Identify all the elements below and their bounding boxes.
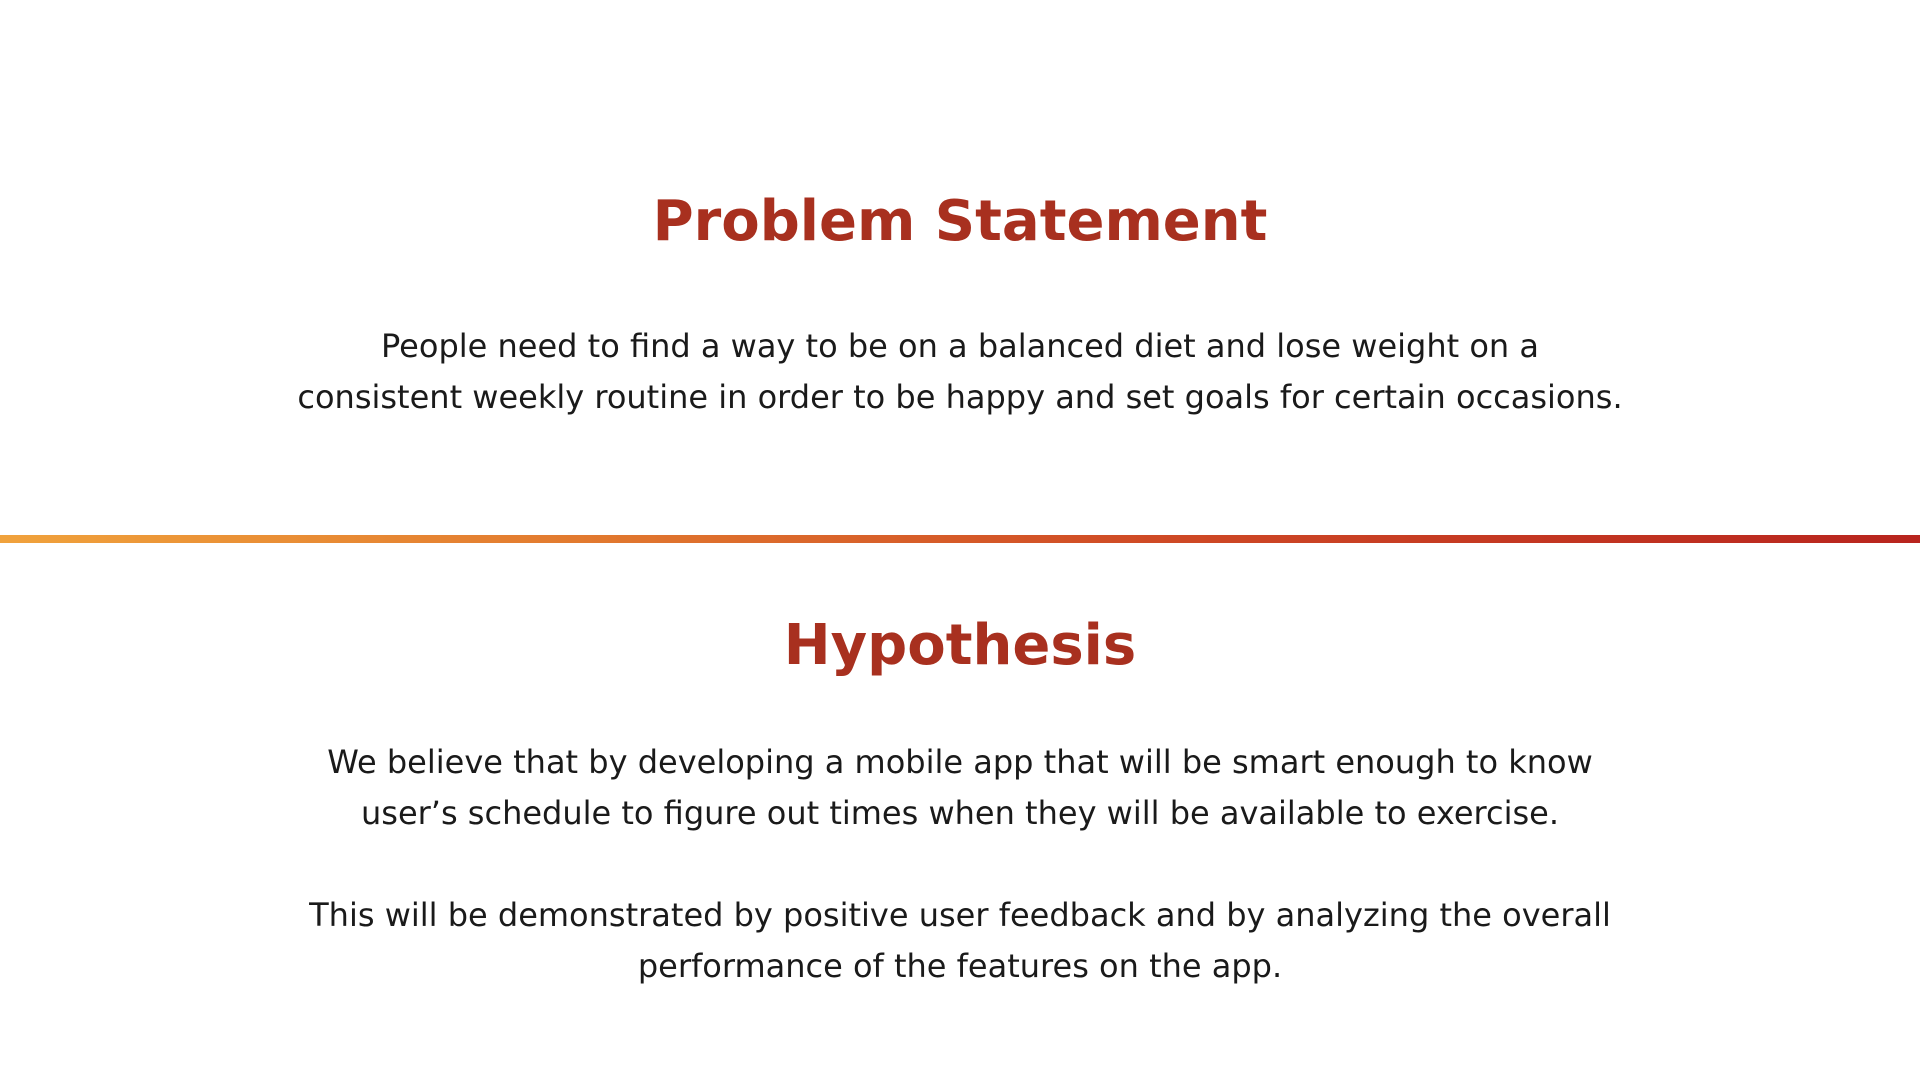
problem-statement-text: [240, 321, 1680, 423]
hypothesis-line: This will be demonstrated by positive user feedback and by analyzing the overall: [309, 896, 1611, 934]
problem-statement-heading: Problem Statement: [652, 189, 1268, 254]
hypothesis-line: performance of the features on the app.: [637, 947, 1283, 985]
hypothesis-heading: Hypothesis: [783, 613, 1137, 678]
hypothesis-paragraph-2: [240, 890, 1680, 992]
hypothesis-line: user’s schedule to figure out times when they will be available to exercise.: [360, 794, 1559, 832]
gradient-divider: [0, 535, 1920, 543]
hypothesis-line: We believe that by developing a mobile app that will be smart enough to know: [327, 743, 1593, 781]
hypothesis-paragraph-1: [240, 737, 1680, 839]
problem-line: consistent weekly routine in order to be happy and set goals for certain occasions.: [297, 378, 1623, 416]
problem-line: People need to find a way to be on a balanced diet and lose weight on a: [381, 327, 1539, 365]
